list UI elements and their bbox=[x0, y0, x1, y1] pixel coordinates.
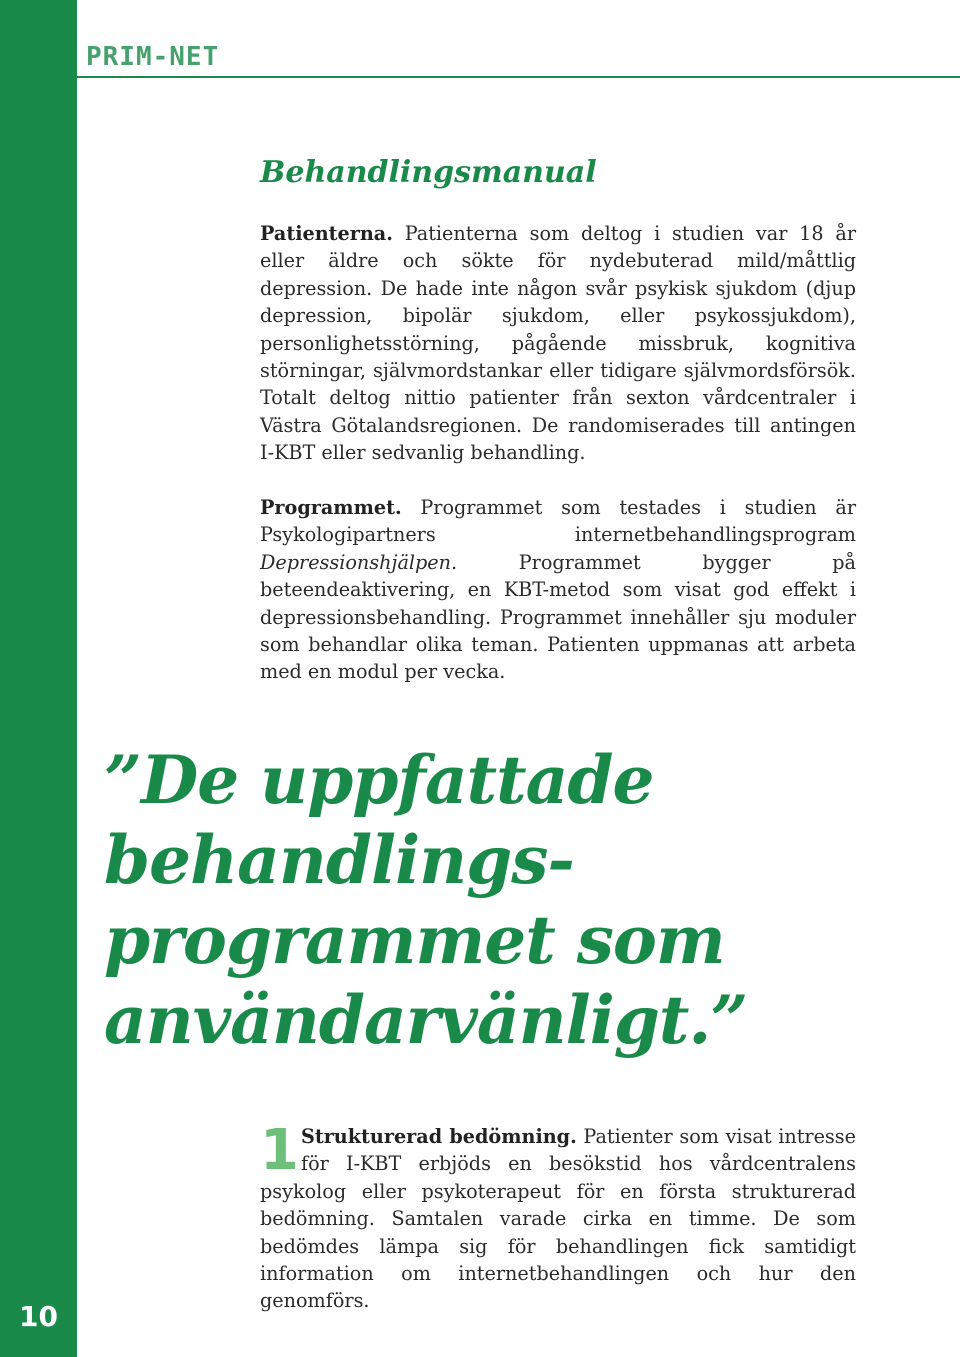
sidebar-band bbox=[0, 0, 77, 1357]
quote-line-3: programmet som bbox=[104, 901, 725, 979]
header-divider bbox=[77, 76, 960, 78]
program-paragraph bbox=[260, 494, 856, 686]
quote-line-2: behandlings- bbox=[104, 821, 574, 899]
section-heading: Behandlingsmanual bbox=[260, 155, 597, 190]
quote-line-4: användarvänligt.” bbox=[104, 981, 748, 1059]
program-text-1: Programmet som testades i studien är Psykologipartners internetbehandlingsprogram bbox=[260, 496, 856, 547]
patients-paragraph bbox=[260, 220, 856, 467]
step-1-paragraph bbox=[260, 1118, 856, 1315]
pull-quote bbox=[104, 740, 924, 1060]
patients-text: Patienterna som deltog i studien var 18 år eller äldre och sökte för nydebuterad mild/måttlig depression. De hade inte någon svår psykisk sjukdom (djup depression, bipolär sjukdom, eller psykossjukdom), personlighetsstörning, pågående missbruk, kognitiva störningar, självmordstankar eller tidigare självmordsförsök. Totalt deltog nittio patienter från sexton vårdcentraler i Västra Götalandsregionen. De randomiserades till antingen I-KBT eller sedvanlig behandling. bbox=[260, 222, 856, 465]
program-name-italic: Depressionshjälpen bbox=[260, 550, 452, 574]
quote-line-1: ”De uppfattade bbox=[104, 741, 654, 819]
step-1-label: Strukturerad bedömning. bbox=[300, 1125, 577, 1148]
program-label: Programmet. bbox=[260, 496, 402, 519]
program-text-2: . Programmet bygger på beteendeaktivering, en KBT-metod som visat god effekt i depressionsbehandling. Programmet innehåller sju moduler som behandlar olika teman. Patienten uppmanas att arbeta med en modul per vecka. bbox=[260, 550, 856, 684]
page-number: 10 bbox=[19, 1300, 58, 1333]
step-number: 1 bbox=[260, 1118, 299, 1183]
patients-label: Patienterna. bbox=[260, 222, 393, 245]
header-brand: PRIM-NET bbox=[86, 42, 220, 72]
step-1-text: Patienter som visat intresse för I-KBT erbjöds en besökstid hos vårdcentralens psykolog eller psykoterapeut för en första strukturerad bedömning. Samtalen varade cirka en timme. De som bedömdes lämpa sig för behandlingen fick samtidigt information om internetbehandlingen och hur den genomförs. bbox=[260, 1125, 856, 1313]
